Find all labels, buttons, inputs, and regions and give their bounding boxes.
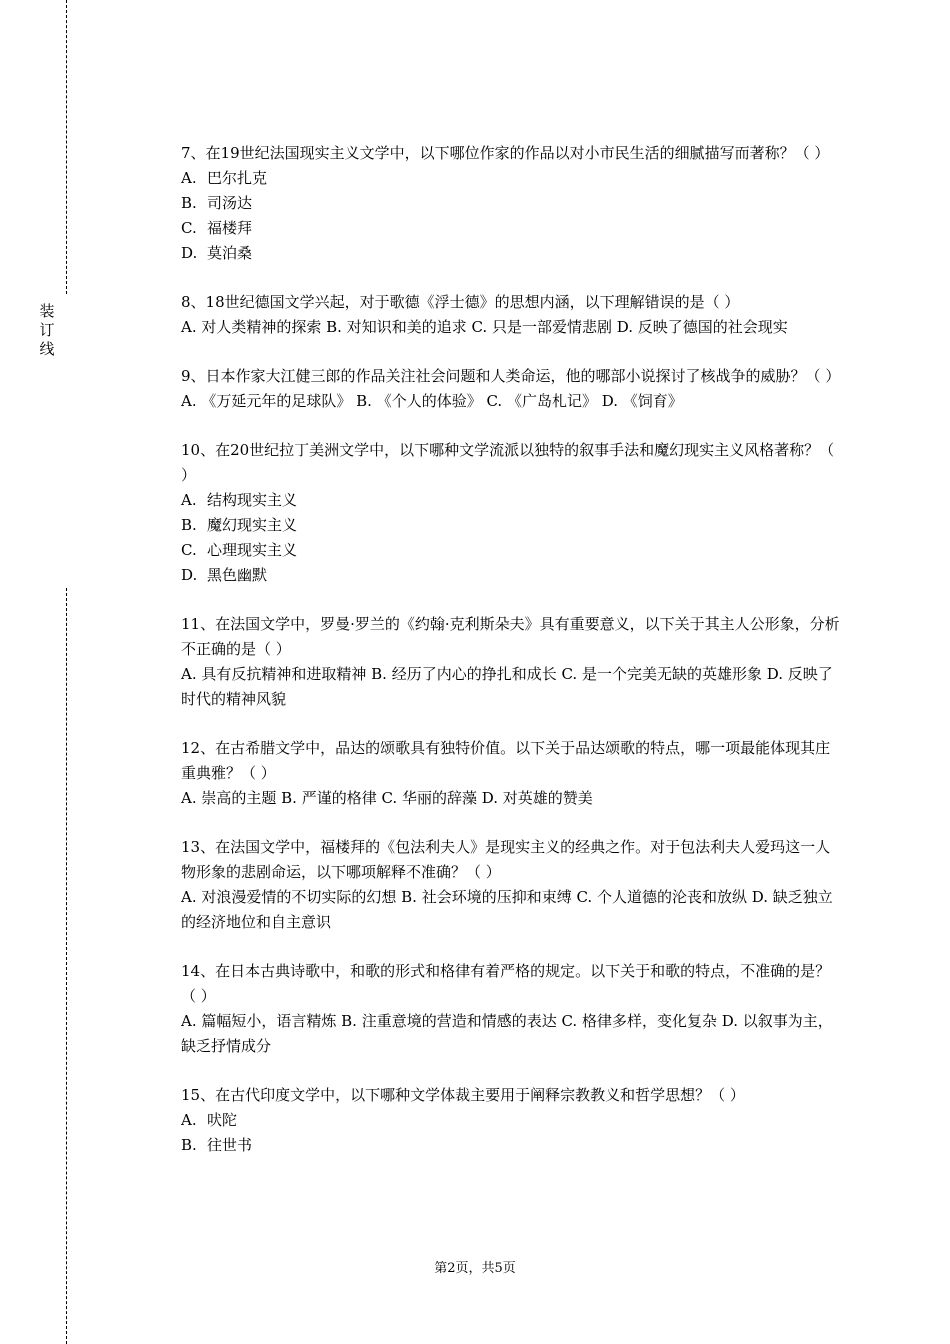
- question-block: [181, 835, 841, 935]
- option-text: 往世书: [207, 1136, 253, 1154]
- options-inline: A. 具有反抗精神和进取精神 B. 经历了内心的挣扎和成长 C. 是一个完美无缺的英雄形象 D. 反映了时代的精神风貌: [181, 665, 833, 708]
- question-stem: 14、在日本古典诗歌中，和歌的形式和格律有着严格的规定。以下关于和歌的特点，不准确的是？（ ）: [181, 962, 831, 1005]
- option-label: C.: [181, 219, 197, 237]
- option-text: 心理现实主义: [207, 541, 298, 559]
- option-label: B.: [181, 1136, 197, 1154]
- question-block: [181, 736, 841, 811]
- question-block: [181, 612, 841, 712]
- option-item: [181, 191, 841, 216]
- option-text: 司汤达: [207, 194, 253, 212]
- options-inline: A. 对浪漫爱情的不切实际的幻想 B. 社会环境的压抑和束缚 C. 个人道德的沦丧和放纵 D. 缺乏独立的经济地位和自主意识: [181, 888, 833, 931]
- option-label: B.: [181, 194, 197, 212]
- binding-label: [38, 302, 56, 359]
- question-stem: 13、在法国文学中，福楼拜的《包法利夫人》是现实主义的经典之作。对于包法利夫人爱玛这一人物形象的悲剧命运，以下哪项解释不准确？（ ）: [181, 838, 831, 881]
- page-footer: 第2页，共5页: [434, 1261, 516, 1276]
- binding-label-char: 线: [39, 340, 55, 358]
- option-label: A.: [181, 491, 197, 509]
- option-text: 莫泊桑: [207, 244, 253, 262]
- question-stem: 15、在古代印度文学中，以下哪种文学体裁主要用于阐释宗教教义和哲学思想？（ ）: [181, 1086, 745, 1104]
- option-item: [181, 241, 841, 266]
- option-label: A.: [181, 169, 197, 187]
- question-block: [181, 959, 841, 1059]
- options-inline: A. 《万延元年的足球队》 B. 《个人的体验》 C. 《广岛札记》 D. 《饲育》: [181, 392, 683, 410]
- option-label: D.: [181, 566, 198, 584]
- option-item: [181, 513, 841, 538]
- binding-dashed-line-bottom: [66, 588, 67, 1344]
- binding-dashed-line-top: [66, 0, 67, 294]
- option-text: 魔幻现实主义: [207, 516, 298, 534]
- question-stem: 9、日本作家大江健三郎的作品关注社会问题和人类命运，他的哪部小说探讨了核战争的威胁？（ ）: [181, 367, 841, 385]
- question-stem: 10、在20世纪拉丁美洲文学中，以下哪种文学流派以独特的叙事手法和魔幻现实主义风格著称？（ ）: [181, 441, 835, 484]
- question-stem: 11、在法国文学中，罗曼·罗兰的《约翰·克利斯朵夫》具有重要意义，以下关于其主人公形象，分析不正确的是（ ）: [181, 615, 840, 658]
- option-item: [181, 538, 841, 563]
- question-block: [181, 1083, 841, 1158]
- option-text: 吠陀: [207, 1111, 238, 1129]
- binding-label-char: 订: [39, 321, 55, 339]
- question-block: [181, 141, 841, 266]
- option-text: 巴尔扎克: [207, 169, 268, 187]
- option-label: A.: [181, 1111, 197, 1129]
- question-block: [181, 438, 841, 588]
- option-item: [181, 488, 841, 513]
- question-list: [181, 141, 841, 1182]
- question-stem: 12、在古希腊文学中，品达的颂歌具有独特价值。以下关于品达颂歌的特点，哪一项最能体现其庄重典雅？（ ）: [181, 739, 831, 782]
- question-block: [181, 290, 841, 340]
- option-item: [181, 1108, 841, 1133]
- option-label: C.: [181, 541, 197, 559]
- option-item: [181, 1133, 841, 1158]
- question-stem: 8、18世纪德国文学兴起，对于歌德《浮士德》的思想内涵，以下理解错误的是（ ）: [181, 293, 740, 311]
- option-text: 黑色幽默: [207, 566, 268, 584]
- question-stem: 7、在19世纪法国现实主义文学中，以下哪位作家的作品以对小市民生活的细腻描写而著称？（ ）: [181, 144, 830, 162]
- option-item: [181, 166, 841, 191]
- binding-label-char: 装: [39, 302, 55, 320]
- question-block: [181, 364, 841, 414]
- options-inline: A. 对人类精神的探索 B. 对知识和美的追求 C. 只是一部爱情悲剧 D. 反映了德国的社会现实: [181, 318, 788, 336]
- option-text: 结构现实主义: [207, 491, 298, 509]
- options-inline: A. 篇幅短小，语言精炼 B. 注重意境的营造和情感的表达 C. 格律多样，变化复杂 D. 以叙事为主，缺乏抒情成分: [181, 1012, 833, 1055]
- options-inline: A. 崇高的主题 B. 严谨的格律 C. 华丽的辞藻 D. 对英雄的赞美: [181, 789, 593, 807]
- option-label: B.: [181, 516, 197, 534]
- option-item: [181, 563, 841, 588]
- option-text: 福楼拜: [207, 219, 253, 237]
- option-item: [181, 216, 841, 241]
- option-label: D.: [181, 244, 198, 262]
